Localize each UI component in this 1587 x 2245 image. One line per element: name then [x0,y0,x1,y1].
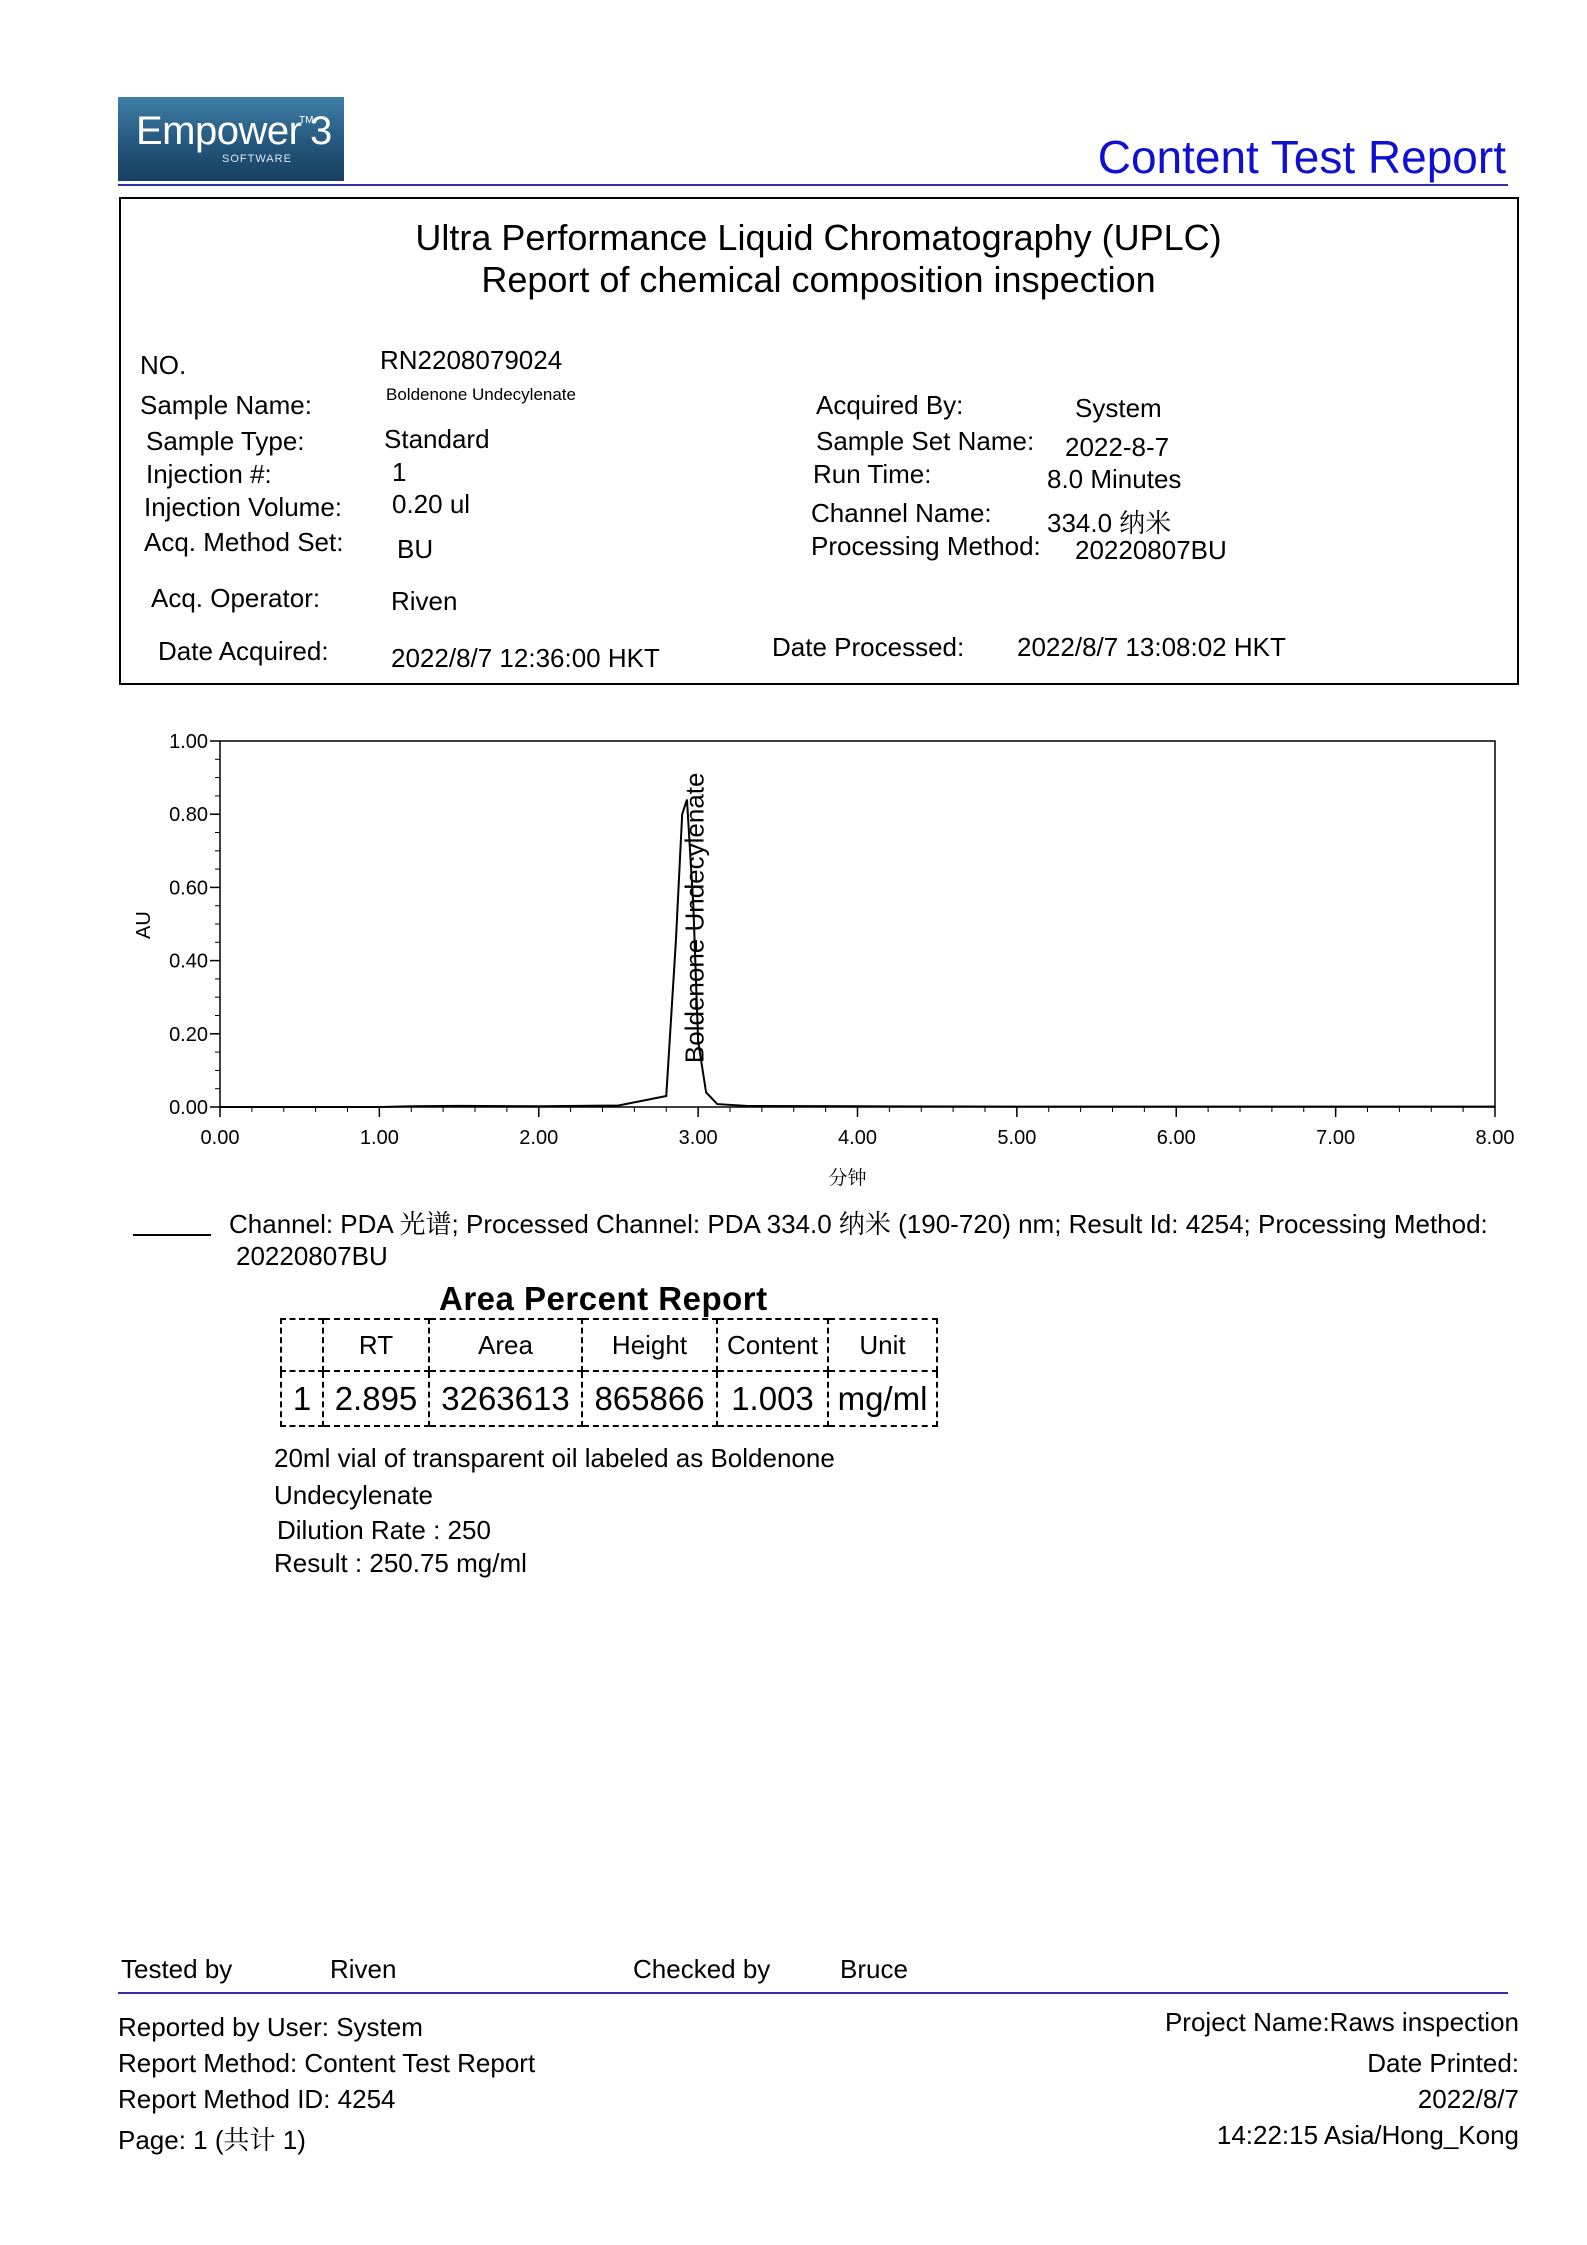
y-tick-label: 0.20 [169,1023,208,1046]
tested-by-value: Riven [330,1954,397,1984]
table-cell: 1.003 [717,1371,828,1426]
method-set-label: Acq. Method Set: [144,527,344,557]
area-percent-table [280,1318,938,1427]
x-axis-ticks [201,1107,1515,1149]
table-header-cell: RT [323,1319,429,1371]
result-value: Result : 250.75 mg/ml [274,1548,527,1578]
no-label: NO. [140,350,187,380]
x-tick-label: 7.00 [1316,1127,1356,1149]
operator-value: Riven [391,586,458,616]
date-acquired-value: 2022/8/7 12:36:00 HKT [391,643,660,673]
table-header-cell: Unit [828,1319,937,1371]
y-axis-label: AU [133,911,155,939]
table-cell: 3263613 [429,1371,582,1426]
table-cell: mg/ml [828,1371,937,1426]
x-tick-label: 5.00 [997,1127,1037,1149]
x-axis-label: 分钟 [828,1167,867,1189]
reported-by: Reported by User: System [118,2012,423,2042]
y-tick-label: 1.00 [169,731,208,753]
no-value: RN2208079024 [380,345,563,375]
report-method: Report Method: Content Test Report [118,2048,536,2078]
sample-type-value: Standard [384,424,490,454]
checked-by-value: Bruce [840,1954,908,1984]
table-cell: 2.895 [323,1371,429,1426]
date-acquired-label: Date Acquired: [158,636,329,666]
x-tick-label: 0.00 [200,1127,240,1149]
logo-subtitle: SOFTWARE [222,153,292,165]
run-time-label: Run Time: [813,459,932,489]
table-cell: 1 [281,1371,323,1426]
table-row [281,1371,937,1426]
legend-line1: Channel: PDA 光谱; Processed Channel: PDA 334.0 纳米 (190-720) nm; Result Id: 4254; Processing Method: [229,1209,1488,1239]
table-cell: 865866 [582,1371,717,1426]
peak-label: Boldenone Undecylenate [679,772,710,1064]
injection-value: 1 [392,457,407,487]
y-tick-label: 0.40 [169,950,208,973]
method-set-value: BU [397,534,434,564]
report-heading-line1: Ultra Performance Liquid Chromatography (UPLC) [415,217,1222,258]
y-tick-label: 0.80 [169,804,208,827]
sample-name-value: Boldenone Undecylenate [386,385,576,404]
x-tick-label: 4.00 [838,1127,877,1149]
checked-by-label: Checked by [633,1954,771,1984]
date-printed-label: Date Printed: [1367,2048,1519,2078]
sample-set-value: 2022-8-7 [1065,432,1170,462]
chromatogram-trace [220,800,1495,1107]
table-header-cell: Content [717,1319,828,1371]
date-printed-date: 2022/8/7 [1417,2084,1519,2114]
project-name: Project Name:Raws inspection [1164,2007,1519,2037]
logo-word: Empower [136,109,302,153]
injection-label: Injection #: [146,459,272,489]
legend-line-swatch [133,1234,211,1236]
footer-divider [118,1992,1508,1994]
report-method-id: Report Method ID: 4254 [118,2084,396,2114]
acquired-by-label: Acquired By: [816,390,964,420]
report-heading-line2: Report of chemical composition inspection [481,259,1156,300]
y-axis-ticks [169,731,220,1119]
page-number: Page: 1 (共计 1) [118,2125,306,2155]
sample-name-label: Sample Name: [140,390,312,420]
table-header-cell [281,1319,323,1371]
x-tick-label: 2.00 [519,1127,559,1149]
x-tick-label: 1.00 [359,1127,399,1149]
table-header-row [281,1319,937,1371]
logo-trademark: TM [299,115,314,126]
volume-label: Injection Volume: [144,492,343,522]
volume-value: 0.20 ul [392,489,471,519]
legend-line2: 20220807BU [236,1241,388,1271]
date-processed-label: Date Processed: [772,632,965,662]
processing-value: 20220807BU [1075,535,1227,565]
notes-line1: 20ml vial of transparent oil labeled as Boldenone [274,1443,835,1473]
report-title: Content Test Report [1097,131,1506,183]
minor-ticks [215,741,1495,1112]
tested-by-label: Tested by [121,1954,233,1984]
x-tick-label: 8.00 [1475,1127,1515,1149]
channel-label: Channel Name: [811,498,992,528]
table-header-cell: Area [429,1319,582,1371]
x-tick-label: 6.00 [1156,1127,1196,1149]
processing-label: Processing Method: [811,531,1041,561]
operator-label: Acq. Operator: [151,583,321,613]
y-tick-label: 0.00 [169,1097,208,1119]
sample-type-label: Sample Type: [146,426,305,456]
channel-value: 334.0 纳米 [1047,508,1172,538]
date-processed-value: 2022/8/7 13:08:02 HKT [1017,632,1286,662]
acquired-by-value: System [1075,393,1162,423]
area-report-title: Area Percent Report [439,1280,768,1317]
dilution-rate: Dilution Rate : 250 [277,1515,491,1545]
x-tick-label: 3.00 [678,1127,718,1149]
notes-line2: Undecylenate [274,1480,433,1510]
y-tick-label: 0.60 [169,877,208,900]
logo-version: 3 [310,109,333,153]
table-header-cell: Height [582,1319,717,1371]
plot-frame [220,741,1495,1107]
run-time-value: 8.0 Minutes [1047,464,1182,494]
date-printed-time: 14:22:15 Asia/Hong_Kong [1216,2120,1519,2150]
sample-set-label: Sample Set Name: [816,426,1035,456]
